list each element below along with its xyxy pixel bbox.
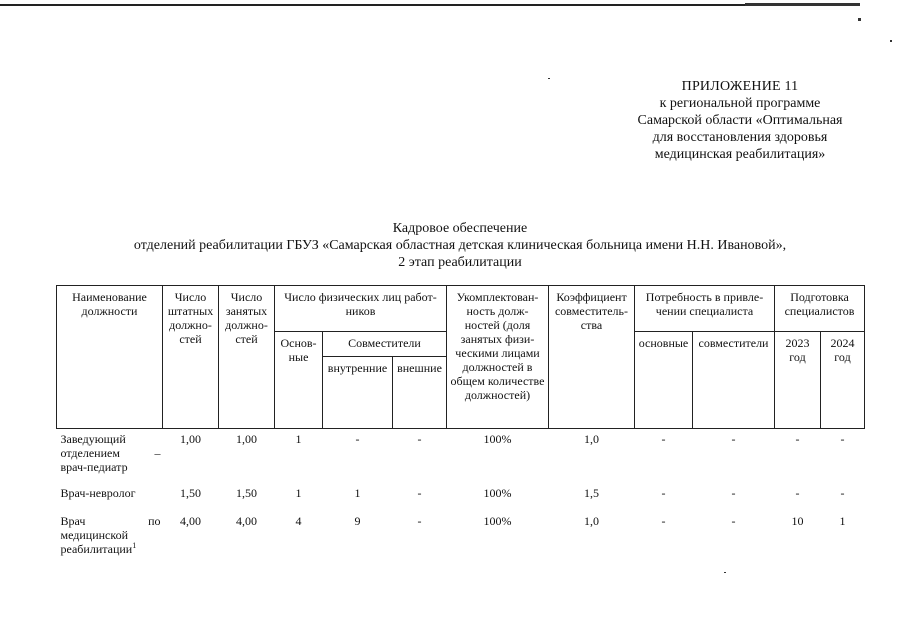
appendix-line: медицинская реабилитация» xyxy=(654,147,826,162)
name-text: реабилитации xyxy=(60,541,133,556)
cell-position-name: Врач-невролог xyxy=(60,485,136,500)
scan-speck xyxy=(724,572,726,573)
cell-occupied: 4,00 xyxy=(236,513,257,528)
cell-external: - xyxy=(417,432,422,446)
cell-need-part: - xyxy=(731,432,736,446)
cell-year-2023: - xyxy=(795,485,800,500)
appendix-line: Самарской области «Оптимальная xyxy=(637,113,843,128)
name-text: медицинской xyxy=(60,527,129,542)
cell-year-2023: 10 xyxy=(791,513,804,528)
cell-coefficient: 1,0 xyxy=(584,432,599,446)
header-need: Потребность в привле-чении специалиста xyxy=(635,286,775,332)
cell-internal: - xyxy=(355,432,360,446)
appendix-block xyxy=(600,78,880,163)
cell-year-2023: - xyxy=(795,432,800,446)
name-word: Врач xyxy=(60,513,86,528)
cell-need-main: - xyxy=(661,432,666,446)
cell-need-part: - xyxy=(731,485,736,500)
cell-coefficient: 1,0 xyxy=(584,513,599,528)
scan-top-edge-mark xyxy=(745,3,860,6)
table-row xyxy=(57,511,865,565)
cell-internal: 1 xyxy=(354,485,361,500)
name-word: отделением xyxy=(60,446,120,460)
cell-internal: 9 xyxy=(354,513,361,528)
cell-main: 1 xyxy=(295,485,302,500)
name-word: – xyxy=(154,446,161,460)
header-staff-positions: Число штатных должно-стей xyxy=(163,286,219,429)
header-year-2024: 2024 год xyxy=(821,332,865,429)
header-coefficient: Коэффициент совместитель-ства xyxy=(549,286,635,429)
header-name: Наименование должности xyxy=(57,286,163,429)
cell-position-name xyxy=(57,511,163,565)
appendix-line: для восстановления здоровья xyxy=(652,130,828,145)
title-line-2: отделений реабилитации ГБУЗ «Самарская областная детская клиническая больница имени Н.Н. Ивановой», xyxy=(133,238,787,253)
header-occupied-positions: Число занятых должно-стей xyxy=(219,286,275,429)
header-year-2023: 2023 год xyxy=(775,332,821,429)
cell-year-2024: 1 xyxy=(839,513,846,528)
cell-position-name xyxy=(57,429,163,483)
table-row xyxy=(57,483,865,511)
cell-main: 1 xyxy=(295,432,302,446)
cell-year-2024: - xyxy=(840,432,845,446)
name-text xyxy=(61,446,161,460)
cell-external: - xyxy=(417,513,422,528)
cell-staff: 1,50 xyxy=(180,485,201,500)
title-line-3: 2 этап реабилитации xyxy=(398,255,522,270)
header-staffing: Укомплектован-ность долж-ностей (доля занятых физи-ческими лицами должностей в общем количестве должностей) xyxy=(447,286,549,429)
scan-speck xyxy=(548,78,550,79)
cell-need-part: - xyxy=(731,513,736,528)
cell-external: - xyxy=(417,485,422,500)
appendix-heading: ПРИЛОЖЕНИЕ 11 xyxy=(681,79,799,94)
cell-need-main: - xyxy=(661,513,666,528)
header-training: Подготовка специалистов xyxy=(775,286,865,332)
cell-staff: 1,00 xyxy=(180,432,201,446)
title-line-1: Кадровое обеспечение xyxy=(392,221,528,236)
header-need-part: совместители xyxy=(693,332,775,429)
cell-staffing: 100% xyxy=(483,432,512,446)
scan-top-edge-line xyxy=(0,4,760,6)
cell-coefficient: 1,5 xyxy=(584,485,599,500)
appendix-line: к региональной программе xyxy=(659,96,821,111)
cell-year-2024: - xyxy=(840,485,845,500)
header-main: Основ-ные xyxy=(275,332,323,429)
cell-staffing: 100% xyxy=(483,513,512,528)
name-word: по xyxy=(148,513,161,528)
cell-occupied: 1,00 xyxy=(236,432,257,446)
staffing-table xyxy=(56,285,865,565)
header-part-timers: Совместители xyxy=(323,332,447,357)
cell-need-main: - xyxy=(661,485,666,500)
footnote-marker: 1 xyxy=(132,540,137,550)
header-need-main: основные xyxy=(635,332,693,429)
header-external: внешние xyxy=(393,357,447,429)
cell-staff: 4,00 xyxy=(180,513,201,528)
header-individuals: Число физических лиц работ-ников xyxy=(275,286,447,332)
name-text: врач-педиатр xyxy=(60,460,128,474)
table-row xyxy=(57,429,865,483)
header-internal: внутренние xyxy=(323,357,393,429)
name-text: Заведующий xyxy=(60,432,126,446)
scan-speck xyxy=(858,18,861,21)
name-text xyxy=(61,514,161,528)
cell-occupied: 1,50 xyxy=(236,485,257,500)
cell-staffing: 100% xyxy=(483,485,512,500)
document-title xyxy=(60,220,860,271)
cell-main: 4 xyxy=(295,513,302,528)
scan-speck xyxy=(890,40,892,42)
